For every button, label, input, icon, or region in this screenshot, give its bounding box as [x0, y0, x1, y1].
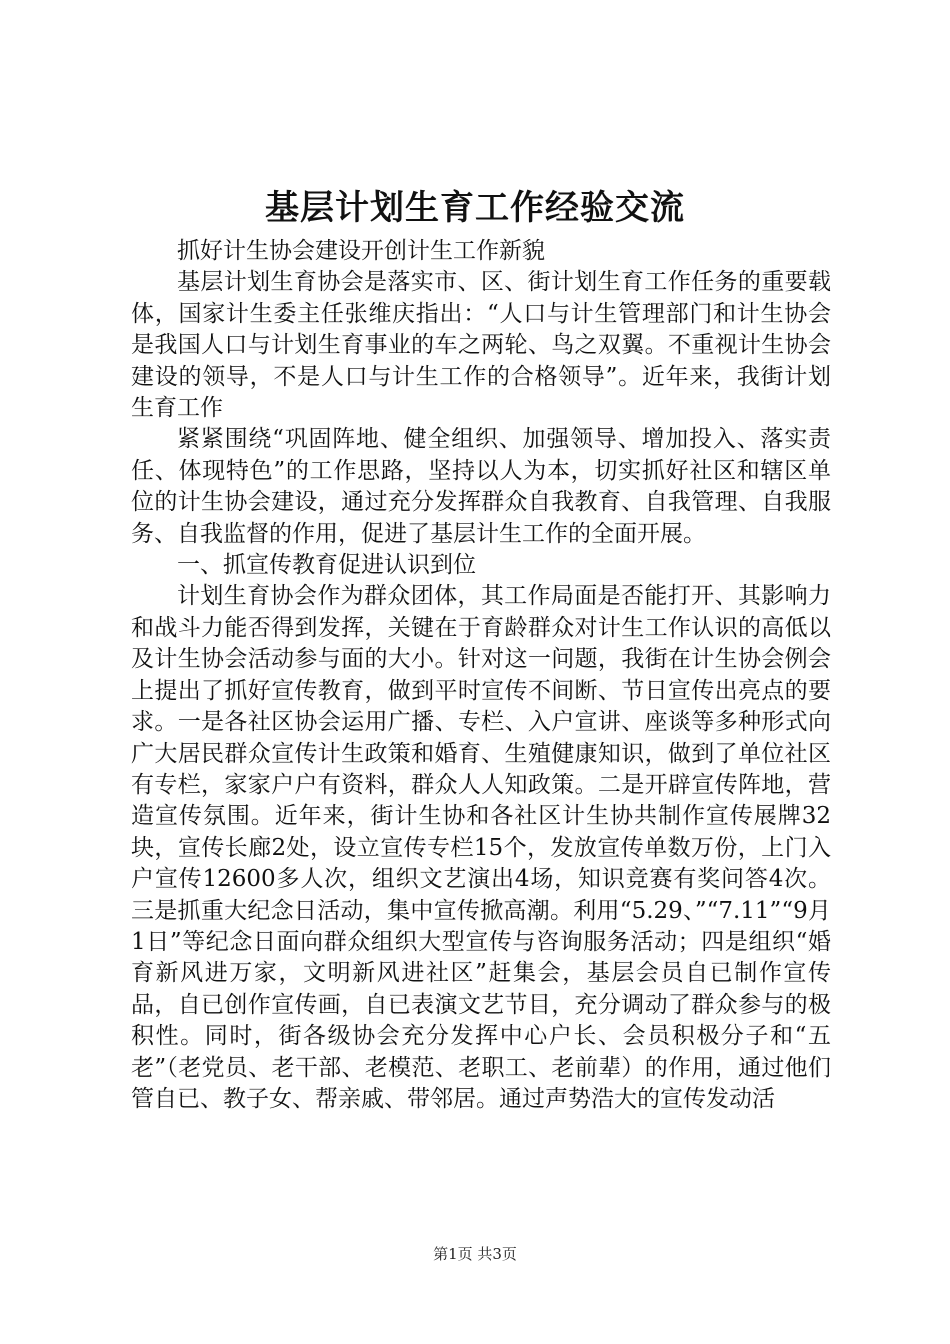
page-footer: 第1页 共3页	[433, 1245, 517, 1263]
body-paragraph: 紧紧围绕“巩固阵地、健全组织、加强领导、增加投入、落实责任、体现特色”的工作思路，坚持以人为本，切实抓好社区和辖区单位的计生协会建设，通过充分发挥群众自我教育、自我管理、自我服务、自我监督的作用，促进了基层计生工作的全面开展。	[131, 426, 831, 547]
section-heading: 一、抓宣传教育促进认识到位	[177, 552, 476, 579]
body-paragraph: 计划生育协会作为群众团体，其工作局面是否能打开、其影响力和战斗力能否得到发挥，关键在于育龄群众对计生工作认识的高低以及计生协会活动参与面的大小。针对这一问题，我街在计生协会例会上提出了抓好宣传教育，做到平时宣传不间断、节日宣传出亮点的要求。一是各社区协会运用广播、专栏、入户宣讲、座谈等多种形式向广大居民群众宣传计生政策和婚育、生殖健康知识，做到了单位社区有专栏，家家户户有资料，群众人人知政策。二是开辟宣传阵地，营造宣传氛围。近年来，街计生协和各社区计生协共制作宣传展牌32块，宣传长廊2处，设立宣传专栏15个，发放宣传单数万份，上门入户宣传12600多人次，组织文艺演出4场，知识竞赛有奖问答4次。三是抓重大纪念日活动，集中宣传掀高潮。利用“5.29、”“7.11”“9月1日”等纪念日面向群众组织大型宣传与咨询服务活动；四是组织“婚育新风进万家，文明新风进社区”赶集会，基层会员自已制作宣传品，自已创作宣传画，自已表演文艺节目，充分调动了群众参与的极积性。同时，街各级协会充分发挥中心户长、会员积极分子和“五老”（老党员、老干部、老模范、老职工、老前辈）的作用，通过他们管自已、教子女、帮亲戚、带邻居。通过声势浩大的宣传发动活	[131, 583, 831, 1112]
document-body	[131, 236, 831, 1115]
subtitle-paragraph: 抓好计生协会建设开创计生工作新貌	[177, 238, 545, 264]
document-title: 基层计划生育工作经验交流	[265, 188, 685, 228]
body-paragraph: 基层计划生育协会是落实市、区、街计划生育工作任务的重要载体，国家计生委主任张维庆指出：“人口与计生管理部门和计生协会是我国人口与计划生育事业的车之两轮、鸟之双翼。不重视计生协会建设的领导，不是人口与计生工作的合格领导”。近年来，我街计划生育工作	[131, 269, 831, 422]
